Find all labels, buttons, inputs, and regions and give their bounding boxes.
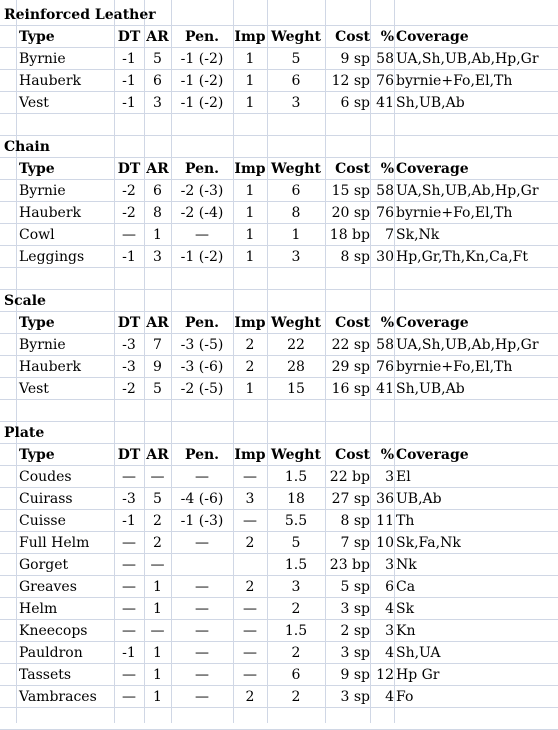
cell-imp[interactable]: 2 bbox=[245, 689, 255, 705]
cell-coverage[interactable]: byrnie+Fo,El,Th bbox=[396, 73, 513, 89]
cell-ar[interactable]: 1 bbox=[153, 667, 162, 683]
cell-pen[interactable]: — bbox=[195, 535, 209, 551]
cell-ar[interactable]: 9 bbox=[153, 359, 162, 375]
cell-pen[interactable]: -1 (-2) bbox=[180, 249, 224, 265]
cell-percent[interactable]: 58 bbox=[376, 337, 394, 353]
table-row bbox=[0, 180, 558, 202]
table-row bbox=[0, 466, 558, 488]
column-header-ar[interactable]: AR bbox=[146, 315, 169, 331]
cell-ar[interactable]: 5 bbox=[153, 51, 162, 67]
cell-type[interactable]: Byrnie bbox=[19, 51, 66, 67]
table-row bbox=[0, 686, 558, 708]
column-header-weight[interactable]: Weght bbox=[271, 161, 321, 177]
cell-pen[interactable]: -1 (-2) bbox=[180, 51, 224, 67]
cell-type[interactable]: Helm bbox=[19, 601, 58, 617]
cell-percent[interactable]: 12 bbox=[376, 667, 394, 683]
cell-imp[interactable]: 1 bbox=[245, 249, 255, 265]
cell-type[interactable]: Tassets bbox=[19, 667, 72, 683]
cell-percent[interactable]: 30 bbox=[376, 249, 394, 265]
table-row bbox=[0, 246, 558, 268]
cell-coverage[interactable]: Th bbox=[396, 513, 415, 529]
section-title[interactable]: Chain bbox=[4, 139, 50, 155]
cell-type[interactable]: Gorget bbox=[19, 557, 69, 573]
column-header-imp[interactable]: Imp bbox=[234, 315, 266, 331]
column-header-coverage[interactable]: Coverage bbox=[396, 315, 469, 331]
cell-ar[interactable]: 3 bbox=[153, 249, 162, 265]
cell-pen[interactable]: — bbox=[195, 601, 209, 617]
cell-percent[interactable]: 6 bbox=[385, 579, 394, 595]
column-header-row bbox=[0, 158, 558, 180]
cell-dt[interactable]: -2 bbox=[122, 381, 136, 397]
cell-type[interactable]: Coudes bbox=[19, 469, 72, 485]
cell-type[interactable]: Hauberk bbox=[19, 359, 81, 375]
section-title[interactable]: Plate bbox=[4, 425, 45, 441]
column-header-type[interactable]: Type bbox=[19, 447, 55, 463]
cell-ar[interactable]: 8 bbox=[153, 205, 162, 221]
cell-coverage[interactable]: Nk bbox=[396, 557, 417, 573]
cell-ar[interactable]: 3 bbox=[153, 95, 162, 111]
cell-weight[interactable]: 1.5 bbox=[284, 557, 308, 573]
cell-dt[interactable]: -1 bbox=[122, 645, 136, 661]
cell-type[interactable]: Vambraces bbox=[19, 689, 97, 705]
cell-cost[interactable]: 6 sp bbox=[340, 95, 370, 111]
table-row bbox=[0, 598, 558, 620]
column-header-weight[interactable]: Weght bbox=[271, 315, 321, 331]
column-header-weight[interactable]: Weght bbox=[271, 447, 321, 463]
cell-cost[interactable]: 12 sp bbox=[331, 73, 370, 89]
table-row bbox=[0, 620, 558, 642]
column-header-ar[interactable]: AR bbox=[146, 447, 169, 463]
column-header-ar[interactable]: AR bbox=[146, 29, 169, 45]
blank-row bbox=[0, 268, 558, 290]
cell-ar[interactable]: — bbox=[150, 469, 165, 485]
cell-weight[interactable]: 1 bbox=[291, 227, 301, 243]
cell-coverage[interactable]: UA,Sh,UB,Ab,Hp,Gr bbox=[396, 51, 539, 67]
cell-percent[interactable]: 3 bbox=[385, 623, 394, 639]
column-header-percent[interactable]: % bbox=[380, 447, 394, 463]
table-row bbox=[0, 664, 558, 686]
table-row bbox=[0, 532, 558, 554]
cell-cost[interactable]: 29 sp bbox=[331, 359, 370, 375]
column-header-pen[interactable]: Pen. bbox=[184, 447, 220, 463]
cell-imp[interactable]: — bbox=[243, 623, 257, 639]
column-header-pen[interactable]: Pen. bbox=[184, 29, 220, 45]
cell-coverage[interactable]: UA,Sh,UB,Ab,Hp,Gr bbox=[396, 337, 539, 353]
column-header-pen[interactable]: Pen. bbox=[184, 315, 220, 331]
cell-type[interactable]: Hauberk bbox=[19, 205, 81, 221]
cell-ar[interactable]: 1 bbox=[153, 579, 162, 595]
cell-coverage[interactable]: Sh,UB,Ab bbox=[396, 95, 465, 111]
cell-dt[interactable]: -3 bbox=[122, 359, 136, 375]
cell-dt[interactable]: — bbox=[122, 689, 136, 705]
cell-ar[interactable]: 1 bbox=[153, 227, 162, 243]
cell-dt[interactable]: -1 bbox=[122, 51, 136, 67]
cell-pen[interactable]: -2 (-5) bbox=[180, 381, 224, 397]
cell-imp[interactable]: 2 bbox=[245, 579, 255, 595]
cell-coverage[interactable]: Hp,Gr,Th,Kn,Ca,Ft bbox=[396, 249, 528, 265]
cell-weight[interactable]: 22 bbox=[287, 337, 305, 353]
cell-type[interactable]: Cuisse bbox=[19, 513, 66, 529]
table-row bbox=[0, 378, 558, 400]
column-header-type[interactable]: Type bbox=[19, 161, 55, 177]
cell-cost[interactable]: 9 sp bbox=[340, 667, 370, 683]
cell-pen[interactable]: — bbox=[195, 623, 209, 639]
cell-cost[interactable]: 7 sp bbox=[340, 535, 370, 551]
cell-imp[interactable]: 1 bbox=[245, 183, 255, 199]
cell-weight[interactable]: 5 bbox=[291, 535, 301, 551]
cell-type[interactable]: Leggings bbox=[19, 249, 85, 265]
column-header-dt[interactable]: DT bbox=[117, 447, 141, 463]
cell-pen[interactable]: — bbox=[195, 469, 209, 485]
table-row bbox=[0, 70, 558, 92]
cell-ar[interactable]: 2 bbox=[153, 535, 162, 551]
cell-weight[interactable]: 1.5 bbox=[284, 623, 308, 639]
cell-percent[interactable]: 4 bbox=[385, 601, 394, 617]
cell-type[interactable]: Vest bbox=[19, 95, 49, 111]
cell-pen[interactable]: — bbox=[195, 645, 209, 661]
cell-type[interactable]: Pauldron bbox=[19, 645, 83, 661]
cell-dt[interactable]: -3 bbox=[122, 491, 136, 507]
column-header-row bbox=[0, 312, 558, 334]
cell-weight[interactable]: 6 bbox=[291, 73, 301, 89]
cell-type[interactable]: Cowl bbox=[19, 227, 55, 243]
cell-ar[interactable]: 5 bbox=[153, 491, 162, 507]
column-header-cost[interactable]: Cost bbox=[335, 161, 370, 177]
cell-ar[interactable]: 6 bbox=[153, 183, 162, 199]
cell-ar[interactable]: 1 bbox=[153, 601, 162, 617]
table-row bbox=[0, 554, 558, 576]
cell-cost[interactable]: 27 sp bbox=[331, 491, 370, 507]
cell-dt[interactable]: -1 bbox=[122, 95, 136, 111]
cell-imp[interactable]: 2 bbox=[245, 359, 255, 375]
cell-weight[interactable]: 3 bbox=[291, 249, 301, 265]
cell-ar[interactable]: — bbox=[150, 623, 165, 639]
table-row bbox=[0, 510, 558, 532]
cell-imp[interactable]: 3 bbox=[245, 491, 255, 507]
cell-weight[interactable]: 28 bbox=[287, 359, 305, 375]
cell-coverage[interactable]: byrnie+Fo,El,Th bbox=[396, 359, 513, 375]
table-row bbox=[0, 356, 558, 378]
cell-percent[interactable]: 4 bbox=[385, 689, 394, 705]
blank-row bbox=[0, 708, 558, 730]
cell-dt[interactable]: -3 bbox=[122, 337, 136, 353]
cell-type[interactable]: Greaves bbox=[19, 579, 77, 595]
cell-percent[interactable]: 4 bbox=[385, 645, 394, 661]
cell-coverage[interactable]: UB,Ab bbox=[396, 491, 442, 507]
cell-imp[interactable]: — bbox=[243, 601, 257, 617]
cell-weight[interactable]: 2 bbox=[291, 689, 301, 705]
cell-ar[interactable]: 7 bbox=[153, 337, 162, 353]
cell-percent[interactable]: 76 bbox=[376, 73, 394, 89]
column-header-pen[interactable]: Pen. bbox=[184, 161, 220, 177]
table-row bbox=[0, 576, 558, 598]
cell-weight[interactable]: 6 bbox=[291, 183, 301, 199]
table-row bbox=[0, 334, 558, 356]
cell-dt[interactable]: — bbox=[122, 667, 136, 683]
cell-percent[interactable]: 41 bbox=[376, 95, 394, 111]
cell-pen[interactable]: -3 (-5) bbox=[180, 337, 224, 353]
section-title[interactable]: Reinforced Leather bbox=[4, 7, 156, 23]
table-row bbox=[0, 202, 558, 224]
cell-dt[interactable]: -1 bbox=[122, 73, 136, 89]
cell-cost[interactable]: 5 sp bbox=[340, 579, 370, 595]
cell-weight[interactable]: 15 bbox=[287, 381, 305, 397]
cell-dt[interactable]: -1 bbox=[122, 249, 136, 265]
column-header-percent[interactable]: % bbox=[380, 29, 394, 45]
column-header-dt[interactable]: DT bbox=[117, 315, 141, 331]
cell-imp[interactable]: 1 bbox=[245, 51, 255, 67]
cell-percent[interactable]: 10 bbox=[376, 535, 394, 551]
cell-type[interactable]: Vest bbox=[19, 381, 49, 397]
cell-type[interactable]: Kneecops bbox=[19, 623, 88, 639]
cell-dt[interactable]: — bbox=[122, 557, 136, 573]
cell-imp[interactable]: 2 bbox=[245, 337, 255, 353]
cell-coverage[interactable]: Sk,Fa,Nk bbox=[396, 535, 461, 551]
cell-dt[interactable]: -1 bbox=[122, 513, 136, 529]
cell-coverage[interactable]: El bbox=[396, 469, 411, 485]
cell-cost[interactable]: 3 sp bbox=[340, 645, 370, 661]
cell-percent[interactable]: 11 bbox=[376, 513, 394, 529]
column-header-coverage[interactable]: Coverage bbox=[396, 447, 469, 463]
cell-weight[interactable]: 1.5 bbox=[284, 469, 308, 485]
column-header-cost[interactable]: Cost bbox=[335, 315, 370, 331]
column-header-imp[interactable]: Imp bbox=[234, 161, 266, 177]
cell-pen[interactable] bbox=[171, 554, 233, 576]
cell-cost[interactable]: 23 bp bbox=[329, 557, 370, 573]
cell-pen[interactable]: -2 (-4) bbox=[180, 205, 224, 221]
cell-pen[interactable]: -1 (-3) bbox=[180, 513, 224, 529]
cell-cost[interactable]: 3 sp bbox=[340, 601, 370, 617]
cell-ar[interactable]: — bbox=[150, 557, 165, 573]
column-header-coverage[interactable]: Coverage bbox=[396, 29, 469, 45]
cell-imp[interactable]: 1 bbox=[245, 381, 255, 397]
cell-percent[interactable]: 58 bbox=[376, 183, 394, 199]
cell-dt[interactable]: — bbox=[122, 579, 136, 595]
cell-pen[interactable]: -3 (-6) bbox=[180, 359, 224, 375]
cell-cost[interactable]: 20 sp bbox=[331, 205, 370, 221]
column-header-cost[interactable]: Cost bbox=[335, 29, 370, 45]
cell-cost[interactable]: 9 sp bbox=[340, 51, 370, 67]
cell-coverage[interactable]: Ca bbox=[396, 579, 416, 595]
column-header-percent[interactable]: % bbox=[380, 161, 394, 177]
section-title[interactable]: Scale bbox=[4, 293, 46, 309]
cell-imp[interactable]: — bbox=[243, 469, 257, 485]
cell-dt[interactable]: — bbox=[122, 535, 136, 551]
cell-type[interactable]: Byrnie bbox=[19, 337, 66, 353]
cell-weight[interactable]: 3 bbox=[291, 579, 301, 595]
column-header-cost[interactable]: Cost bbox=[335, 447, 370, 463]
cell-imp[interactable] bbox=[233, 554, 267, 576]
cell-cost[interactable]: 15 sp bbox=[331, 183, 370, 199]
column-header-ar[interactable]: AR bbox=[146, 161, 169, 177]
cell-coverage[interactable]: Sk,Nk bbox=[396, 227, 440, 243]
cell-pen[interactable]: — bbox=[195, 689, 209, 705]
cell-pen[interactable]: — bbox=[195, 667, 209, 683]
section-title-row bbox=[0, 422, 558, 444]
cell-imp[interactable]: — bbox=[243, 513, 257, 529]
column-header-percent[interactable]: % bbox=[380, 315, 394, 331]
column-header-row bbox=[0, 26, 558, 48]
column-header-type[interactable]: Type bbox=[19, 29, 55, 45]
cell-coverage[interactable]: Kn bbox=[396, 623, 416, 639]
cell-type[interactable]: Full Helm bbox=[19, 535, 90, 551]
cell-coverage[interactable]: Sh,UA bbox=[396, 645, 441, 661]
cell-percent[interactable]: 36 bbox=[376, 491, 394, 507]
table-row bbox=[0, 92, 558, 114]
blank-row bbox=[0, 114, 558, 136]
cell-imp[interactable]: 1 bbox=[245, 73, 255, 89]
cell-pen[interactable]: — bbox=[195, 227, 209, 243]
cell-imp[interactable]: 1 bbox=[245, 95, 255, 111]
cell-percent[interactable]: 7 bbox=[385, 227, 394, 243]
section-title-row bbox=[0, 4, 558, 26]
cell-type[interactable]: Byrnie bbox=[19, 183, 66, 199]
cell-imp[interactable]: — bbox=[243, 645, 257, 661]
cell-cost[interactable]: 16 sp bbox=[331, 381, 370, 397]
cell-ar[interactable]: 1 bbox=[153, 645, 162, 661]
blank-row bbox=[0, 400, 558, 422]
cell-pen[interactable]: -1 (-2) bbox=[180, 95, 224, 111]
table-row bbox=[0, 48, 558, 70]
cell-dt[interactable]: — bbox=[122, 227, 136, 243]
column-header-weight[interactable]: Weght bbox=[271, 29, 321, 45]
cell-coverage[interactable]: Sh,UB,Ab bbox=[396, 381, 465, 397]
cell-weight[interactable]: 8 bbox=[291, 205, 301, 221]
cell-type[interactable]: Cuirass bbox=[19, 491, 73, 507]
cell-dt[interactable]: — bbox=[122, 601, 136, 617]
column-header-type[interactable]: Type bbox=[19, 315, 55, 331]
cell-cost[interactable]: 18 bp bbox=[329, 227, 370, 243]
cell-coverage[interactable]: byrnie+Fo,El,Th bbox=[396, 205, 513, 221]
cell-dt[interactable]: — bbox=[122, 623, 136, 639]
cell-coverage[interactable]: Hp Gr bbox=[396, 667, 440, 683]
cell-weight[interactable]: 5.5 bbox=[284, 513, 308, 529]
table-row bbox=[0, 642, 558, 664]
cell-dt[interactable]: -2 bbox=[122, 205, 136, 221]
cell-cost[interactable]: 8 sp bbox=[340, 249, 370, 265]
cell-cost[interactable]: 2 sp bbox=[340, 623, 370, 639]
cell-cost[interactable]: 8 sp bbox=[340, 513, 370, 529]
cell-pen[interactable]: — bbox=[195, 579, 209, 595]
table-row bbox=[0, 224, 558, 246]
cell-cost[interactable]: 22 bp bbox=[329, 469, 370, 485]
cell-percent[interactable]: 76 bbox=[376, 205, 394, 221]
cell-weight[interactable]: 2 bbox=[291, 645, 301, 661]
cell-coverage[interactable]: Sk bbox=[396, 601, 415, 617]
cell-dt[interactable]: — bbox=[122, 469, 136, 485]
cell-percent[interactable]: 3 bbox=[385, 469, 394, 485]
cell-dt[interactable]: -2 bbox=[122, 183, 136, 199]
cell-percent[interactable]: 76 bbox=[376, 359, 394, 375]
cell-ar[interactable]: 5 bbox=[153, 381, 162, 397]
cell-weight[interactable]: 5 bbox=[291, 51, 301, 67]
cell-weight[interactable]: 2 bbox=[291, 601, 301, 617]
column-header-imp[interactable]: Imp bbox=[234, 447, 266, 463]
cell-pen[interactable]: -4 (-6) bbox=[180, 491, 224, 507]
cell-weight[interactable]: 3 bbox=[291, 95, 301, 111]
column-header-coverage[interactable]: Coverage bbox=[396, 161, 469, 177]
cell-imp[interactable]: 1 bbox=[245, 205, 255, 221]
column-header-imp[interactable]: Imp bbox=[234, 29, 266, 45]
column-header-row bbox=[0, 444, 558, 466]
column-header-dt[interactable]: DT bbox=[117, 29, 141, 45]
cell-ar[interactable]: 1 bbox=[153, 689, 162, 705]
cell-pen[interactable]: -1 (-2) bbox=[180, 73, 224, 89]
cell-cost[interactable]: 3 sp bbox=[340, 689, 370, 705]
cell-type[interactable]: Hauberk bbox=[19, 73, 81, 89]
cell-cost[interactable]: 22 sp bbox=[331, 337, 370, 353]
cell-percent[interactable]: 58 bbox=[376, 51, 394, 67]
table-row bbox=[0, 488, 558, 510]
cell-imp[interactable]: 2 bbox=[245, 535, 255, 551]
section-title-row bbox=[0, 136, 558, 158]
cell-imp[interactable]: 1 bbox=[245, 227, 255, 243]
cell-ar[interactable]: 2 bbox=[153, 513, 162, 529]
cell-percent[interactable]: 41 bbox=[376, 381, 394, 397]
cell-imp[interactable]: — bbox=[243, 667, 257, 683]
section-title-row bbox=[0, 290, 558, 312]
cell-weight[interactable]: 6 bbox=[291, 667, 301, 683]
cell-pen[interactable]: -2 (-3) bbox=[180, 183, 224, 199]
cell-coverage[interactable]: UA,Sh,UB,Ab,Hp,Gr bbox=[396, 183, 539, 199]
cell-weight[interactable]: 18 bbox=[287, 491, 305, 507]
cell-percent[interactable]: 3 bbox=[385, 557, 394, 573]
cell-ar[interactable]: 6 bbox=[153, 73, 162, 89]
cell-coverage[interactable]: Fo bbox=[396, 689, 414, 705]
column-header-dt[interactable]: DT bbox=[117, 161, 141, 177]
